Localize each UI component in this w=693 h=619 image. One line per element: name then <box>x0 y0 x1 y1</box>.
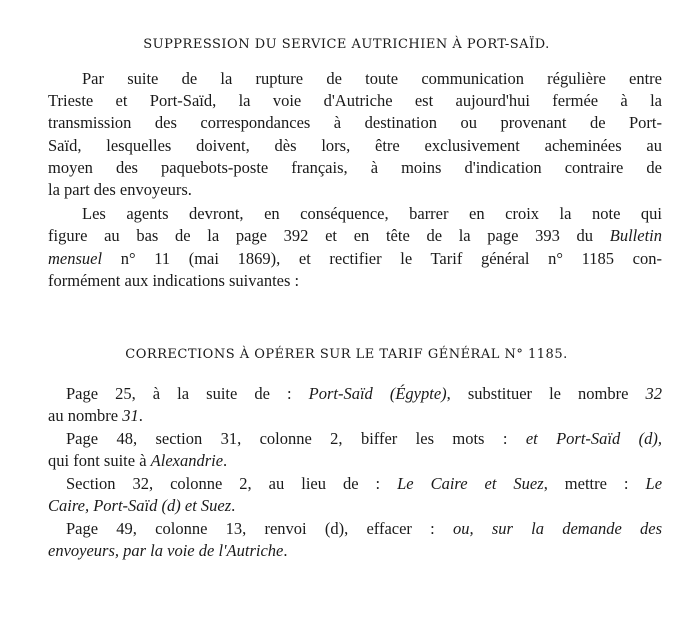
corrections-title: CORRECTIONS À OPÉRER SUR LE TARIF GÉNÉRAL N° 1185. <box>125 347 568 362</box>
text-line <box>48 450 227 471</box>
text-run: , substituer le nombre <box>446 384 646 403</box>
text-run: . <box>138 406 143 425</box>
quoted-words: et Port-Saïd (d), <box>525 429 663 448</box>
text-run: figure au bas de la page 392 et en tête de la page 393 du <box>48 226 610 245</box>
quoted-words: Caire, Port-Saïd (d) et Suez <box>48 496 232 515</box>
text-line: formément aux indications suivantes : <box>48 271 300 290</box>
text-line: Trieste et Port-Saïd, la voie d'Autriche est aujourd'hui fermée à la <box>48 91 662 110</box>
text-line <box>48 225 662 246</box>
text-run: , mettre : <box>543 474 646 493</box>
text-line <box>48 495 235 516</box>
text-run: qui font suite à <box>48 451 151 470</box>
text-line: la part des envoyeurs. <box>48 180 192 199</box>
section-title: SUPPRESSION DU SERVICE AUTRICHIEN À PORT-SAÏD. <box>143 37 550 52</box>
text-line <box>66 473 662 494</box>
text-line: transmission des correspondances à destination ou provenant de Port- <box>48 113 662 132</box>
quoted-words: Le <box>645 474 663 493</box>
text-run: . <box>283 541 288 560</box>
text-line: Saïd, lesquelles doivent, dès lors, être exclusivement acheminées au <box>48 136 662 155</box>
text-line <box>66 518 662 539</box>
quoted-words: ou, sur la demande des <box>452 519 662 538</box>
text-run: . <box>231 496 236 515</box>
quoted-words: envoyeurs, par la voie de l'Autriche <box>48 541 284 560</box>
number-value: 31 <box>122 406 139 425</box>
text-run: Page 25, à la suite de : <box>66 384 309 403</box>
text-run: n° 11 (mai 1869), et rectifier le Tarif général n° 1185 con- <box>102 249 662 268</box>
text-line: Par suite de la rupture de toute communication régulière entre <box>82 69 662 88</box>
text-run: . <box>223 451 228 470</box>
text-line <box>48 540 288 561</box>
number-value: 32 <box>645 384 662 403</box>
text-line: moyen des paquebots-poste français, à moins d'indication contraire de <box>48 158 662 177</box>
place-name: Port-Saïd (Égypte) <box>308 384 447 403</box>
bulletin-title: mensuel <box>48 249 103 268</box>
text-line <box>48 405 143 426</box>
text-line <box>66 428 662 449</box>
text-run: Page 49, colonne 13, renvoi (d), effacer : <box>66 519 453 538</box>
bulletin-title: Bulletin <box>609 226 662 245</box>
text-line: Les agents devront, en conséquence, barrer en croix la note qui <box>82 204 662 223</box>
text-line <box>66 383 662 404</box>
text-run: Section 32, colonne 2, au lieu de : <box>66 474 398 493</box>
text-line <box>48 248 662 269</box>
text-run: au nombre <box>48 406 123 425</box>
text-run: Page 48, section 31, colonne 2, biffer les mots : <box>66 429 526 448</box>
place-name: Alexandrie <box>150 451 224 470</box>
quoted-words: Le Caire et Suez <box>397 474 544 493</box>
